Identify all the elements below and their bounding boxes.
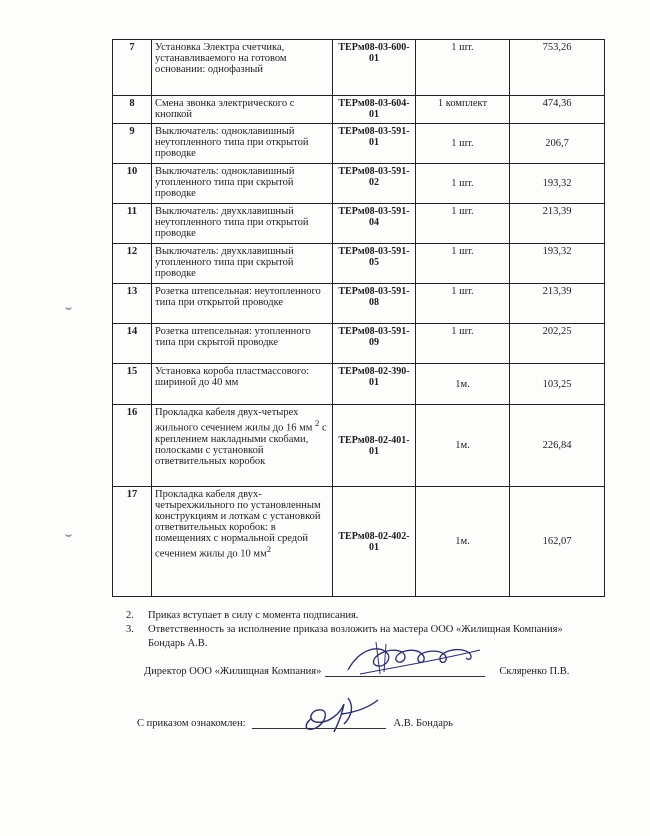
acknowledgement-label: С приказом ознакомлен:	[137, 718, 246, 729]
director-signature	[340, 640, 490, 680]
row-quantity: 1 шт.	[416, 324, 510, 364]
table-row	[113, 164, 605, 204]
row-price: 193,32	[510, 164, 605, 204]
row-description: Розетка штепсельная: неутопленного типа при открытой проводке	[152, 284, 333, 324]
row-quantity: 1м.	[416, 364, 510, 405]
table-row	[113, 284, 605, 324]
row-price: 103,25	[510, 364, 605, 405]
row-description: Выключатель: двухклавишный утопленного типа при скрытой проводке	[152, 244, 333, 284]
row-quantity: 1м.	[416, 487, 510, 597]
item-text: Приказ вступает в силу с момента подписания.	[148, 610, 359, 621]
row-code: ТЕРм08-02-402-01	[333, 487, 416, 597]
order-item	[126, 609, 586, 623]
row-price: 213,39	[510, 284, 605, 324]
table-row	[113, 405, 605, 487]
row-price: 202,25	[510, 324, 605, 364]
row-description: Выключатель: двухклавишный неутопленного типа при открытой проводке	[152, 204, 333, 244]
row-description: Выключатель: одноклавишный утопленного типа при скрытой проводке	[152, 164, 333, 204]
director-name: Скляренко П.В.	[499, 666, 570, 677]
row-number: 12	[113, 244, 152, 284]
row-number: 15	[113, 364, 152, 405]
row-description: Выключатель: одноклавишный неутопленного типа при открытой проводке	[152, 124, 333, 164]
row-quantity: 1 шт.	[416, 164, 510, 204]
row-description	[152, 487, 333, 597]
row-quantity: 1 шт.	[416, 284, 510, 324]
table-row	[113, 244, 605, 284]
desc-text: с креплением накладными скобами, полосками с установкой ответвительных коробок	[155, 422, 327, 467]
row-price: 206,7	[510, 124, 605, 164]
row-code: ТЕРм08-03-591-04	[333, 204, 416, 244]
row-price: 213,39	[510, 204, 605, 244]
row-number: 17	[113, 487, 152, 597]
desc-text: Прокладка кабеля двух-четырех жильного сечением жилы до 16 мм	[155, 407, 316, 434]
superscript: 2	[266, 544, 272, 554]
acknowledgement-name: А.В. Бондарь	[393, 718, 453, 729]
table-row	[113, 487, 605, 597]
row-quantity: 1м.	[416, 405, 510, 487]
row-code: ТЕРм08-03-591-09	[333, 324, 416, 364]
desc-text: Прокладка кабеля двух-четырехжильного по установленным конструкциям и лоткам с установкой ответвительных коробок: в помещениях с нормальной средой сечением жилы до 10 мм	[155, 489, 321, 560]
item-text: Ответственность за исполнение приказа возложить на мастера ООО «Жилищная Компания» Бондарь А.В.	[148, 624, 563, 649]
table-row	[113, 364, 605, 405]
row-quantity: 1 шт.	[416, 124, 510, 164]
item-number: 2.	[126, 610, 134, 621]
table-row	[113, 324, 605, 364]
row-price: 226,84	[510, 405, 605, 487]
row-description: Смена звонка электрического с кнопкой	[152, 96, 333, 124]
row-price: 474,36	[510, 96, 605, 124]
row-code: ТЕРм08-03-604-01	[333, 96, 416, 124]
row-code: ТЕРм08-03-600-01	[333, 40, 416, 96]
punch-hole-mark	[65, 304, 72, 310]
row-number: 8	[113, 96, 152, 124]
row-number: 11	[113, 204, 152, 244]
row-price: 193,32	[510, 244, 605, 284]
row-number: 9	[113, 124, 152, 164]
director-label: Директор ООО «Жилищная Компания»	[144, 666, 322, 677]
row-description: Розетка штепсельная: утопленного типа при скрытой проводке	[152, 324, 333, 364]
row-price: 753,26	[510, 40, 605, 96]
item-number: 3.	[126, 624, 134, 635]
table-row	[113, 204, 605, 244]
row-description: Установка короба пластмассового: шириной до 40 мм	[152, 364, 333, 405]
row-quantity: 1 шт.	[416, 40, 510, 96]
row-quantity: 1 шт.	[416, 244, 510, 284]
row-description	[152, 405, 333, 487]
table-row	[113, 96, 605, 124]
table-row	[113, 40, 605, 96]
row-code: ТЕРм08-03-591-02	[333, 164, 416, 204]
row-number: 16	[113, 405, 152, 487]
row-price: 162,07	[510, 487, 605, 597]
row-quantity: 1 комплект	[416, 96, 510, 124]
row-description: Установка Электра счетчика, устанавливаемого на готовом основании: однофазный	[152, 40, 333, 96]
row-number: 14	[113, 324, 152, 364]
row-number: 7	[113, 40, 152, 96]
row-number: 10	[113, 164, 152, 204]
superscript: 2	[315, 418, 320, 428]
row-code: ТЕРм08-02-401-01	[333, 405, 416, 487]
row-code: ТЕРм08-03-591-05	[333, 244, 416, 284]
row-quantity: 1 шт.	[416, 204, 510, 244]
row-number: 13	[113, 284, 152, 324]
row-code: ТЕРм08-02-390-01	[333, 364, 416, 405]
acknowledgement-line	[137, 716, 453, 729]
punch-hole-mark	[65, 531, 72, 537]
acknowledgement-signature	[298, 694, 388, 734]
row-code: ТЕРм08-03-591-08	[333, 284, 416, 324]
row-code: ТЕРм08-03-591-01	[333, 124, 416, 164]
price-table	[112, 39, 605, 597]
table-row	[113, 124, 605, 164]
